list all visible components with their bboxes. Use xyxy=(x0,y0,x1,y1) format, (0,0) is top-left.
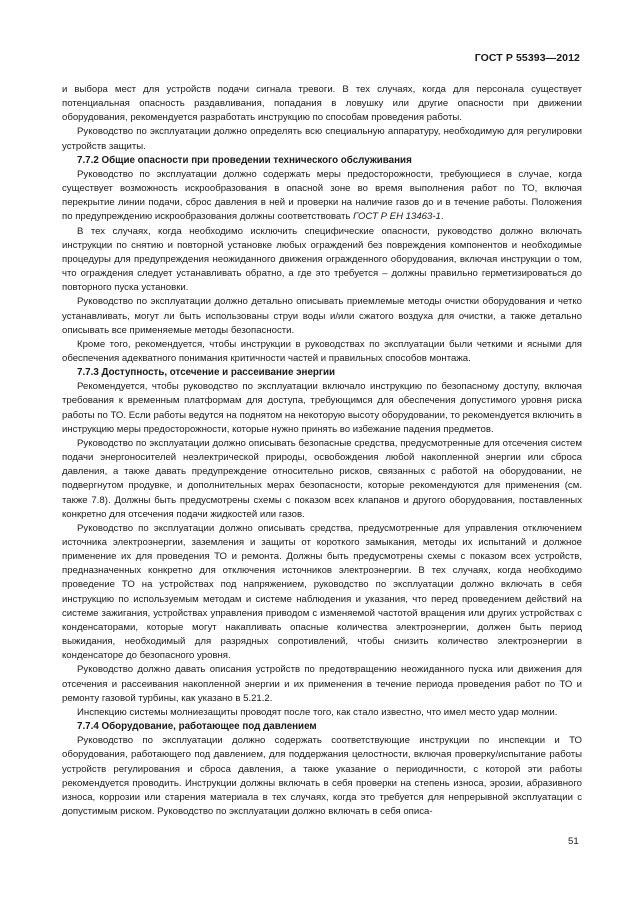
paragraph-text: Руководство по эксплуатации должно описывать безопасные средства, предусмотренные для отсечения систем подачи энергоносителей неэлектрической природы, освобождения любой накопленной энергии или сброса давления, а также давать предупреждение относительно рисков, связанных с работой на оборудовании, не подвергнутом продувке, и дополнительных мерах безопасности, которые рекомендуются для применения (см. также 7.8). Должны быть предусмотрены схемы с показом всех клапанов и другого оборудования, поставленных конкретно для отсечения подачи жидкостей или газов. xyxy=(62,437,582,520)
paragraph xyxy=(62,663,582,705)
paragraph-text: В тех случаях, когда необходимо исключить специфические опасности, руководство должно включать инструкции по снятию и повторной установке любых ограждений без повреждения компонентов и необходимые процедуры для предупреждения неожиданного движения огражденного оборудования, включая инструкции о том, что ограждения следует устанавливать обратно, а где это требуется – должны правильно герметизироваться до повторного пуска установки. xyxy=(62,225,582,294)
section-heading: 7.7.3 Доступность, отсечение и рассеивание энергии xyxy=(77,367,336,379)
paragraph xyxy=(62,168,582,225)
paragraph xyxy=(62,83,582,125)
paragraph xyxy=(62,125,582,153)
paragraph-text: Руководство по эксплуатации должно содержать соответствующие инструкции по инспекции и ТО оборудования, работающего под давлением, для поддержания целостности, включая проверку/испытание работы устройств регулирования и сброса давления, а также указание о периодичности, с которой эти работы рекомендуется проводить. Инструкции должны включать в себя проверки на степень износа, эрозии, абразивного износа, коррозии или старения материала в тех случаях, когда это требуется для непрерывной эксплуатации с допустимым риском. Руководство по эксплуатации должно включать в себя описа- xyxy=(62,735,582,817)
paragraph-text: Рекомендуется, чтобы руководство по эксплуатации включало инструкцию по безопасному доступу, включая требования к временным платформам для доступа, требующимся для обеспечения допустимого уровня риска работы по ТО. Если работы ведутся на поднятом на некоторую высоту оборудовании, то рекомендуется включить в инструкцию меры предосторожности, которые нужно принять во избежание падения предметов. xyxy=(62,381,582,435)
section-heading: 7.7.4 Оборудование, работающее под давлением xyxy=(77,721,317,733)
paragraph-text: Руководство по эксплуатации должно определять всю специальную аппаратуру, необходимую для регулировки устройств защиты. xyxy=(62,126,582,152)
paragraph-text: Инспекцию системы молниезащиты проводят после того, как стало известно, что имел место удар молнии. xyxy=(77,706,558,718)
paragraph-text: и выбора мест для устройств подачи сигнала тревоги. В тех случаях, когда для персонала существует потенциальная опасность раздавливания, попадания в ловушку или другие опасности при движении оборудования, рекомендуется разработать инструкцию по способам проведения работы. xyxy=(62,84,582,124)
paragraph xyxy=(62,437,582,522)
paragraph xyxy=(62,295,582,337)
paragraph-tail: . xyxy=(440,211,444,223)
page-number: 51 xyxy=(568,836,579,847)
standard-code: ГОСТ Р 55393—2012 xyxy=(474,52,580,64)
paragraph-text: Кроме того, рекомендуется, чтобы инструкции в руководствах по эксплуатации были четкими и ясными для обеспечения адекватного понимания критичности частей и правильных способов монтажа. xyxy=(62,338,582,364)
paragraph xyxy=(62,338,582,366)
section-heading: 7.7.2 Общие опасности при проведении технического обслуживания xyxy=(77,154,412,166)
paragraph-text: Руководство по эксплуатации должно описывать средства, предусмотренные для управления отключением источника электроэнергии, заземления и защиты от короткого замыкания, методы их испытаний и должное применение их для проведения ТО и ремонта. Должны быть предусмотрены схемы с показом всех устройств, предназначенных конкретно для отключения источников электроэнергии. В тех случаях, когда необходимо проведение ТО на устройствах под напряжением, руководство по эксплуатации должно включать в себя инструкцию по используемым методам и системе наблюдения и указания, что перед проведением действий на системе зажигания, устройствах управления приводом с изменяемой частотой вращения или других устройствах с конденсаторами, которые могут накапливать опасные количества электроэнергии, должен быть период выжидания, необходимый для разрядных сопротивлений, чтобы снизить количество электроэнергии в конденсаторе до безопасного уровня. xyxy=(62,522,582,662)
document-body xyxy=(62,83,582,819)
paragraph xyxy=(62,225,582,296)
paragraph-text: Руководство по эксплуатации должно детально описывать приемлемые методы очистки оборудования и четко устанавливать, могут ли быть использованы струи воды и/или сжатого воздуха для очистки, а также детально описывать все применяемые методы безопасности. xyxy=(62,296,582,336)
paragraph xyxy=(62,380,582,437)
standard-reference: ГОСТ Р ЕН 13463-1 xyxy=(353,211,441,223)
paragraph xyxy=(62,734,582,819)
paragraph-text: Руководство по эксплуатации должно содержать меры предосторожности, требующиеся в случае, когда существует возможность искрообразования в опасной зоне во время выполнения работ по ТО, включая перекрытие линии подачи, сброс давления в ней и проверки на наличие газов до и в течение работы. Положения по предупреждению искрообразования должны соответствовать xyxy=(62,168,582,223)
paragraph xyxy=(62,522,582,664)
paragraph xyxy=(62,706,582,720)
paragraph-text: Руководство должно давать описания устройств по предотвращению неожиданного пуска или движения для отсечения и рассеивания накопленной энергии и их применения в течение периода проведения работ по ТО и ремонту газовой турбины, как указано в 5.21.2. xyxy=(62,664,582,704)
